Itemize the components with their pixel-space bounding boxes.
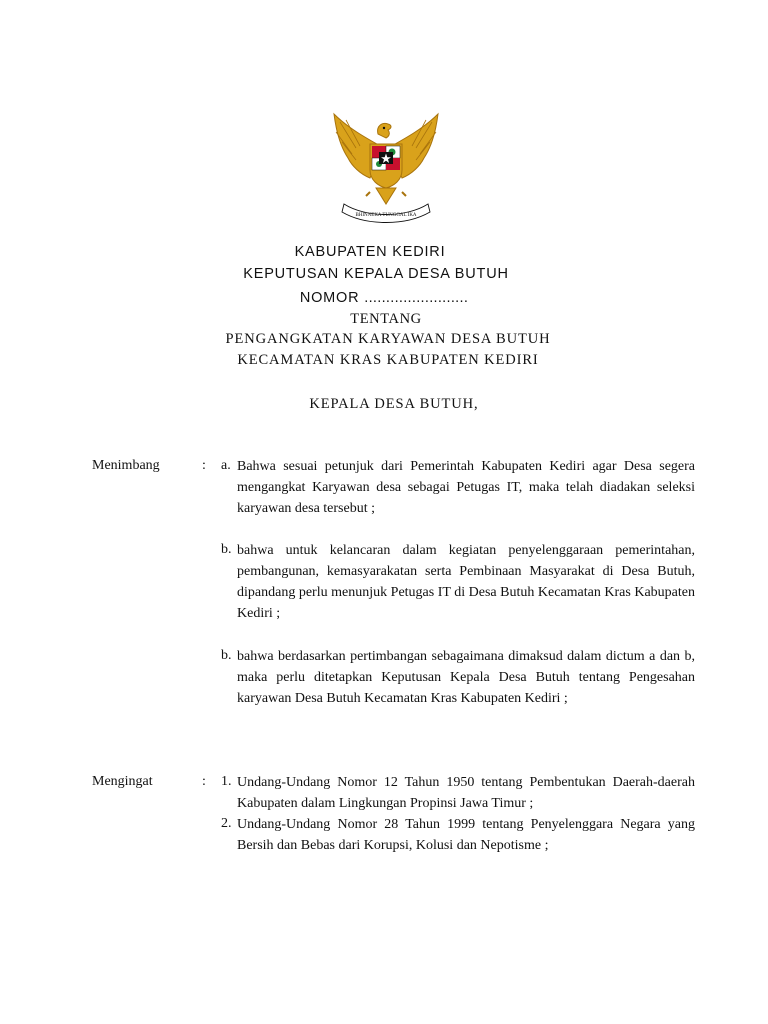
number-label: NOMOR: [299, 290, 360, 306]
decree-number: [0, 290, 768, 306]
mengingat-item-1: Undang-Undang Nomor 12 Tahun 1950 tentang Pembentukan Daerah-daerah Kabupaten dalam Lingkungan Propinsi Jawa Timur ;: [237, 775, 695, 811]
menimbang-item-b: bahwa untuk kelancaran dalam kegiatan penyelenggaraan pemerintahan, pembangunan, kemasyarakatan serta Pembinaan Masyarakat di Desa Butuh, dipandang perlu menunjuk Petugas IT di Desa Butuh Kecamatan Kras Kabupaten Kediri ;: [237, 543, 695, 621]
mengingat-item-2: Undang-Undang Nomor 28 Tahun 1999 tentang Penyelenggara Negara yang Bersih dan Bebas dari Korupsi, Kolusi dan Nepotisme ;: [237, 817, 695, 853]
mengingat-marker-2: 2.: [221, 816, 232, 831]
mengingat-label: Mengingat: [92, 774, 153, 789]
official-title: KEPALA DESA BUTUH,: [309, 396, 479, 412]
mengingat-marker-1: 1.: [221, 774, 232, 789]
garuda-pancasila-emblem-icon: [326, 108, 446, 226]
regency-title: KABUPATEN KEDIRI: [294, 244, 446, 260]
menimbang-item-a: Bahwa sesuai petunjuk dari Pemerintah Kabupaten Kediri agar Desa segera mengangkat Karyawan desa sebagai Petugas IT, maka telah diadakan seleksi karyawan desa tersebut ;: [237, 459, 695, 516]
menimbang-item-c: bahwa berdasarkan pertimbangan sebagaimana dimaksud dalam dictum a dan b, maka perlu ditetapkan Keputusan Kepala Desa Butuh tentang Pengesahan karyawan Desa Butuh Kecamatan Kras Kabupaten Kediri ;: [237, 649, 695, 706]
menimbang-marker-c: b.: [221, 648, 232, 663]
subject-line-1: PENGANGKATAN KARYAWAN DESA BUTUH: [225, 331, 551, 347]
menimbang-label: Menimbang: [92, 458, 160, 473]
decree-title: KEPUTUSAN KEPALA DESA BUTUH: [243, 266, 509, 282]
menimbang-marker-b: b.: [221, 542, 232, 557]
about-heading: TENTANG: [350, 311, 422, 327]
subject-line-2: KECAMATAN KRAS KABUPATEN KEDIRI: [237, 352, 539, 368]
svg-text:BHINNEKA TUNGGAL IKA: BHINNEKA TUNGGAL IKA: [355, 213, 417, 218]
menimbang-colon: :: [202, 458, 206, 473]
mengingat-colon: :: [202, 774, 206, 789]
menimbang-marker-a: a.: [221, 458, 231, 473]
number-dots: ........................: [364, 290, 469, 306]
